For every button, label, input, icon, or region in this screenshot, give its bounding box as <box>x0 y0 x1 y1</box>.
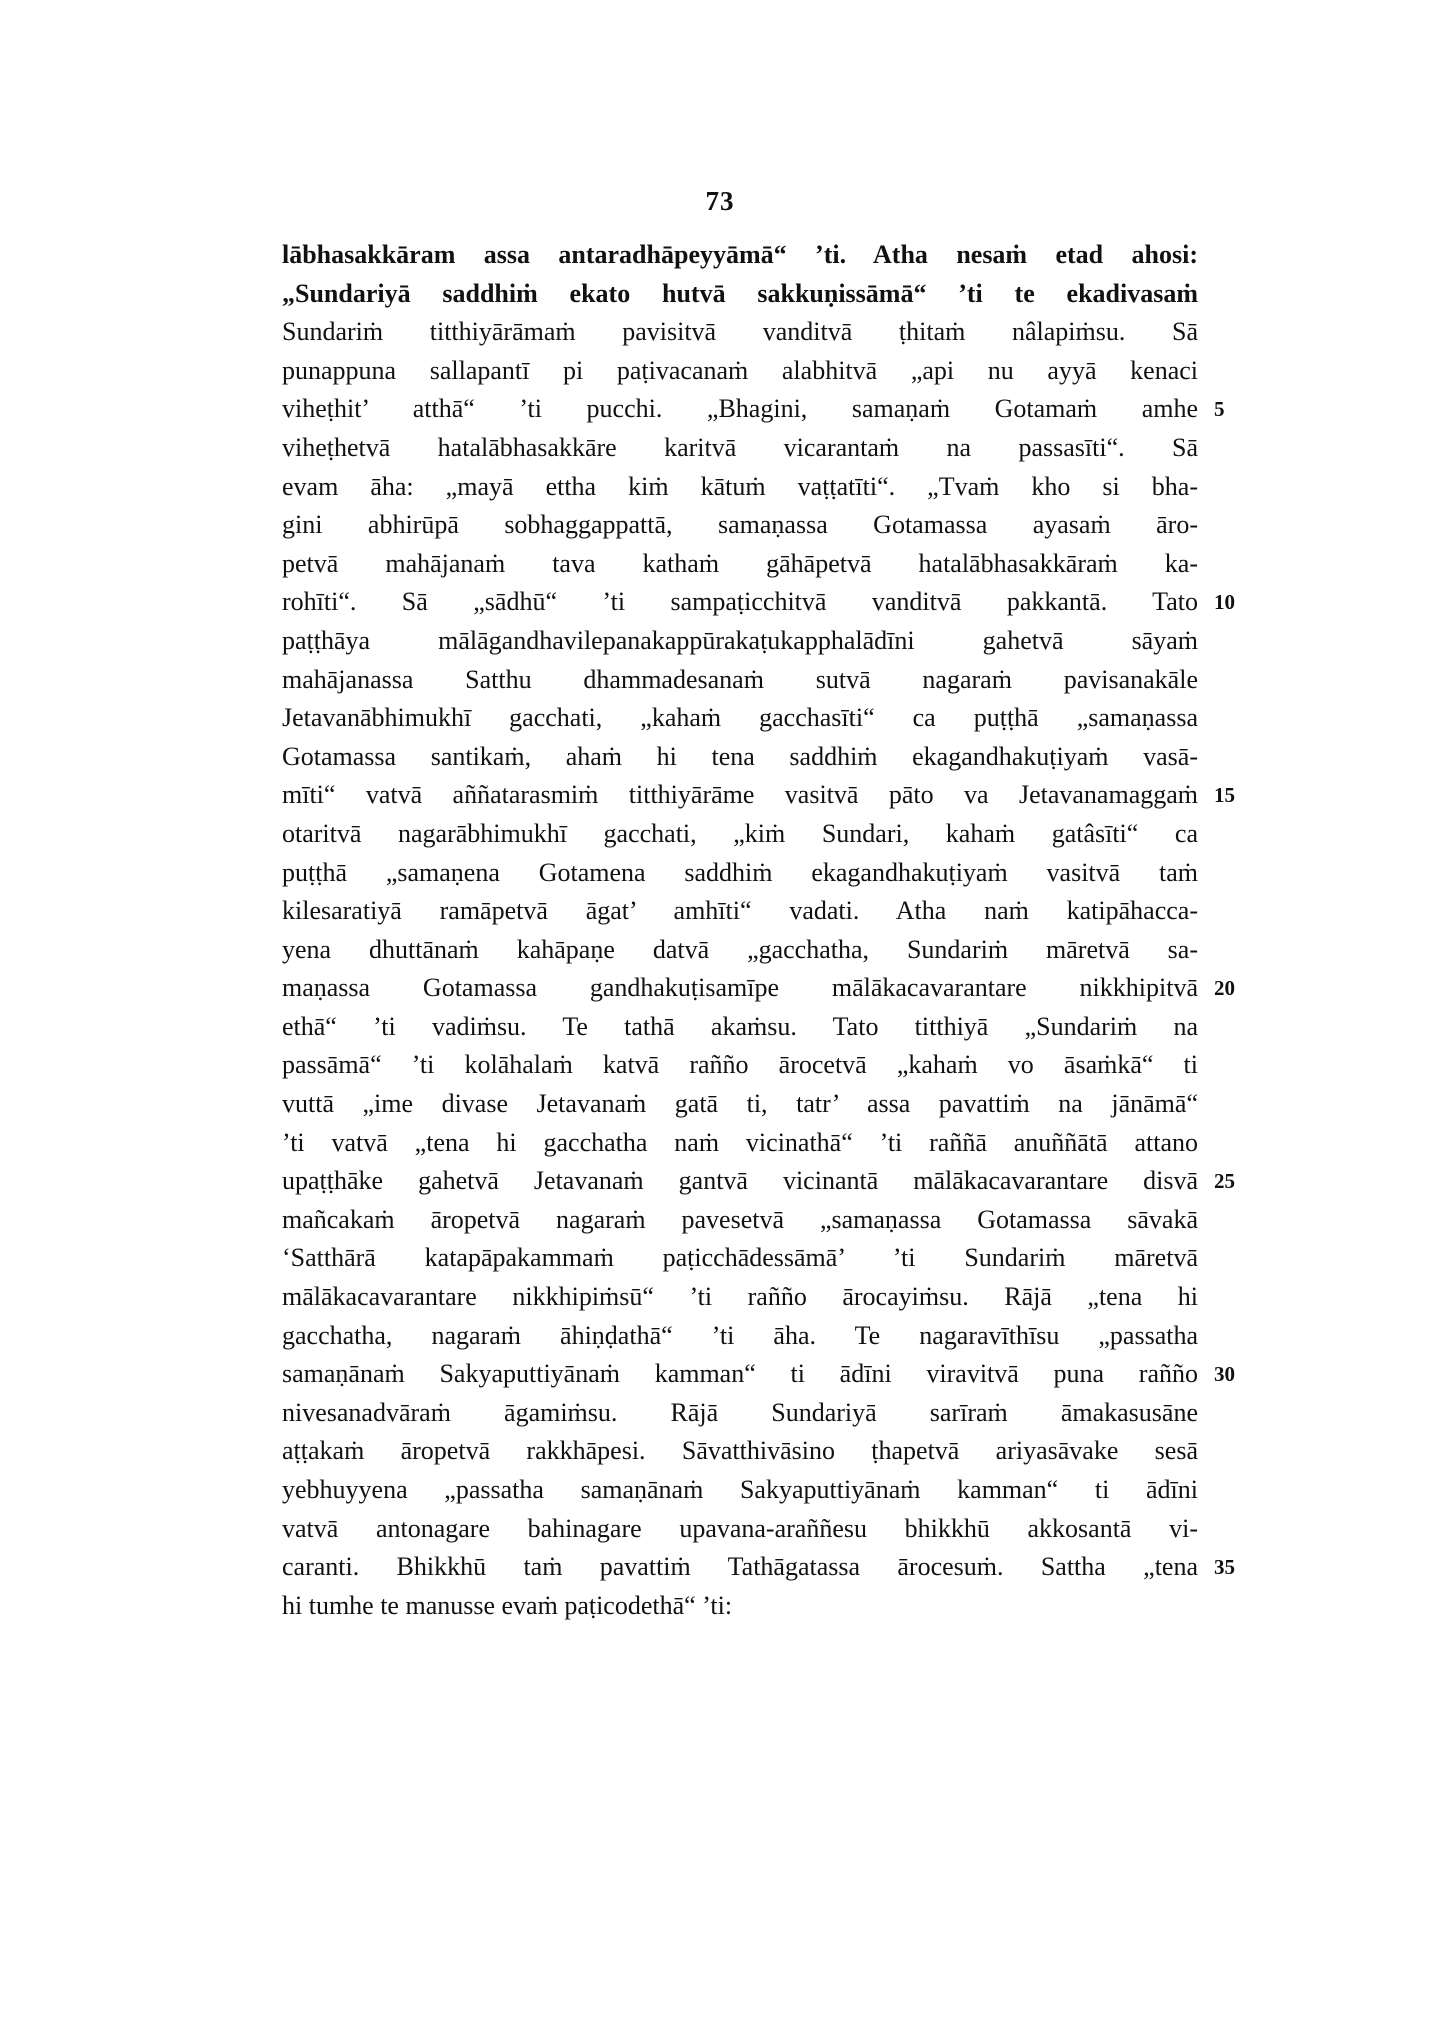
line-text: mīti“ vatvā aññatarasmiṁ titthiyārāme vasitvā pāto va Jetavanamaggaṁ <box>282 780 1198 810</box>
line-text: yebhuyyena „passatha samaṇānaṁ Sakyaputtiyānaṁ kamman“ ti ādīni <box>282 1475 1198 1504</box>
line-text: samaṇānaṁ Sakyaputtiyānaṁ kamman“ ti ādīni viravitvā puna rañño <box>282 1359 1198 1389</box>
text-line <box>282 1162 1235 1201</box>
text-line <box>282 1471 1198 1510</box>
line-text: petvā mahājanaṁ tava kathaṁ gāhāpetvā hatalābhasakkāraṁ ka- <box>282 548 1198 578</box>
text-line <box>282 1278 1198 1317</box>
body-text <box>282 236 1235 1625</box>
line-text: „Sundariyā saddhiṁ ekato hutvā sakkuṇissāmā“ ’ti te ekadivasaṁ <box>282 278 1198 308</box>
line-text: nivesanadvāraṁ āgamiṁsu. Rājā Sundariyā sarīraṁ āmakasusāne <box>282 1397 1198 1427</box>
text-line <box>282 275 1198 314</box>
line-text: puṭṭhā „samaṇena Gotamena saddhiṁ ekagandhakuṭiyaṁ vasitvā taṁ <box>282 857 1198 887</box>
text-line <box>282 1587 1198 1626</box>
text-line <box>282 1355 1235 1394</box>
line-text: gacchatha, nagaraṁ āhiṇḍathā“ ’ti āha. Te nagaravīthīsu „passatha <box>282 1320 1198 1350</box>
text-line <box>282 969 1235 1008</box>
text-line <box>282 468 1198 507</box>
text-line <box>282 1085 1198 1124</box>
line-text: ‘Satthārā katapāpakammaṁ paṭicchādessāmā’ ’ti Sundariṁ māretvā <box>282 1243 1198 1273</box>
line-text: evam āha: „mayā ettha kiṁ kātuṁ vaṭṭatīti“. „Tvaṁ kho si bha- <box>282 471 1198 501</box>
text-line <box>282 390 1225 429</box>
line-text: maṇassa Gotamassa gandhakuṭisamīpe mālākacavarantare nikkhipitvā <box>282 973 1198 1003</box>
text-line <box>282 506 1198 545</box>
line-number: 25 <box>1214 1169 1235 1194</box>
text-line <box>282 622 1198 661</box>
text-line <box>282 1394 1198 1433</box>
line-text: Gotamassa santikaṁ, ahaṁ hi tena saddhiṁ ekagandhakuṭiyaṁ vasā- <box>282 741 1198 771</box>
text-line <box>282 236 1198 275</box>
text-line <box>282 1046 1198 1085</box>
line-text: gini abhirūpā sobhaggappattā, samaṇassa Gotamassa ayasaṁ āro- <box>282 510 1198 540</box>
line-number: 5 <box>1214 397 1225 422</box>
text-line <box>282 352 1198 391</box>
line-text: yena dhuttānaṁ kahāpaṇe datvā „gacchatha, Sundariṁ māretvā sa- <box>282 934 1198 964</box>
line-text: ethā“ ’ti vadiṁsu. Te tathā akaṁsu. Tato titthiyā „Sundariṁ na <box>282 1011 1198 1041</box>
line-text: otaritvā nagarābhimukhī gacchati, „kiṁ Sundari, kahaṁ gatâsīti“ ca <box>282 818 1198 848</box>
line-text: lābhasakkāram assa antaradhāpeyyāmā“ ’ti. Atha nesaṁ etad ahosi: <box>282 240 1198 269</box>
line-number: 15 <box>1214 783 1235 808</box>
text-line <box>282 931 1198 970</box>
text-line <box>282 661 1198 700</box>
line-text: viheṭhit’ atthā“ ’ti pucchi. „Bhagini, samaṇaṁ Gotamaṁ amhe <box>282 394 1198 424</box>
line-text: mālākacavarantare nikkhipiṁsū“ ’ti rañño ārocayiṁsu. Rājā „tena hi <box>282 1282 1198 1312</box>
text-line <box>282 1008 1198 1047</box>
text-line <box>282 892 1198 931</box>
line-text: viheṭhetvā hatalābhasakkāre karitvā vicarantaṁ na passasīti“. Sā <box>282 432 1198 462</box>
line-text: passāmā“ ’ti kolāhalaṁ katvā rañño ārocetvā „kahaṁ vo āsaṁkā“ ti <box>282 1050 1198 1080</box>
line-text: mañcakaṁ āropetvā nagaraṁ pavesetvā „samaṇassa Gotamassa sāvakā <box>282 1204 1198 1234</box>
line-text: Sundariṁ titthiyārāmaṁ pavisitvā vanditvā ṭhitaṁ nâlapiṁsu. Sā <box>282 317 1198 347</box>
line-text: ’ti vatvā „tena hi gacchatha naṁ vicinathā“ ’ti raññā anuññātā attano <box>282 1127 1198 1157</box>
line-text: mahājanassa Satthu dhammadesanaṁ sutvā nagaraṁ pavisanakāle <box>282 664 1198 694</box>
text-line <box>282 1317 1198 1356</box>
text-line <box>282 815 1198 854</box>
text-line <box>282 854 1198 893</box>
page-number: 73 <box>705 186 735 216</box>
line-text: hi tumhe te manusse evaṁ paṭicodethā“ ’ti: <box>282 1590 733 1620</box>
line-number: 20 <box>1214 976 1235 1001</box>
text-line <box>282 1201 1198 1240</box>
line-text: upaṭṭhāke gahetvā Jetavanaṁ gantvā vicinantā mālākacavarantare disvā <box>282 1166 1198 1196</box>
line-number: 30 <box>1214 1362 1235 1387</box>
text-line <box>282 1239 1198 1278</box>
text-line <box>282 1124 1198 1163</box>
line-text: paṭṭhāya mālāgandhavilepanakappūrakaṭukapphalādīni gahetvā sāyaṁ <box>282 625 1198 655</box>
text-line <box>282 429 1198 468</box>
line-text: vatvā antonagare bahinagare upavana-araññesu bhikkhū akkosantā vi- <box>282 1513 1198 1543</box>
line-text: kilesaratiyā ramāpetvā āgat’ amhīti“ vadati. Atha naṁ katipāhacca- <box>282 896 1198 926</box>
text-line <box>282 1510 1198 1549</box>
text-line <box>282 1548 1235 1587</box>
text-line <box>282 776 1235 815</box>
line-text: aṭṭakaṁ āropetvā rakkhāpesi. Sāvatthivāsino ṭhapetvā ariyasāvake sesā <box>282 1436 1198 1466</box>
line-number: 10 <box>1214 590 1235 615</box>
line-text: punappuna sallapantī pi paṭivacanaṁ alabhitvā „api nu ayyā kenaci <box>282 355 1198 385</box>
text-line <box>282 699 1198 738</box>
line-text: caranti. Bhikkhū taṁ pavattiṁ Tathāgatassa ārocesuṁ. Sattha „tena <box>282 1552 1198 1582</box>
text-line <box>282 1432 1198 1471</box>
line-text: rohīti“. Sā „sādhū“ ’ti sampaṭicchitvā vanditvā pakkantā. Tato <box>282 587 1198 617</box>
text-line <box>282 545 1198 584</box>
line-text: Jetavanābhimukhī gacchati, „kahaṁ gacchasīti“ ca puṭṭhā „samaṇassa <box>282 703 1198 733</box>
line-text: vuttā „ime divase Jetavanaṁ gatā ti, tatr’ assa pavattiṁ na jānāmā“ <box>282 1089 1198 1119</box>
text-line <box>282 313 1198 352</box>
text-line <box>282 583 1235 622</box>
text-line <box>282 738 1198 777</box>
line-number: 35 <box>1214 1555 1235 1580</box>
